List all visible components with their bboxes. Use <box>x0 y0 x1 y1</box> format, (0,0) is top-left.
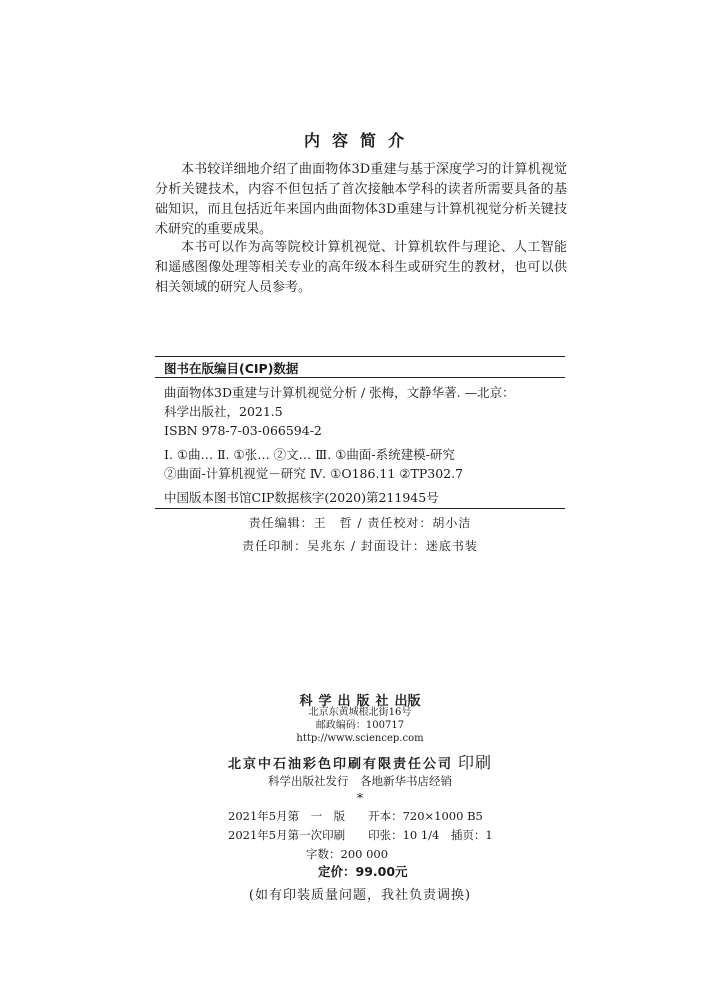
publisher-name: 科学出版社 <box>299 694 395 709</box>
cip-publisher-line: 科学出版社，2021.5 <box>164 404 283 419</box>
separator-star: * <box>357 791 363 805</box>
edition-line: 2021年5月第 一 版 开本：720×1000 B5 <box>228 809 483 823</box>
cip-classification-line-2: ②曲面-计算机视觉－研究 Ⅳ. ①O186.11 ②TP302.7 <box>164 466 464 481</box>
publisher-address: 北京东黄城根北街16号 <box>308 707 412 718</box>
cip-title-line: 曲面物体3D重建与计算机视觉分析 / 张梅，文静华著. —北京： <box>164 385 515 400</box>
cip-isbn: ISBN 978-7-03-066594-2 <box>164 423 322 438</box>
cip-heading-rule <box>155 377 565 378</box>
printer-suffix: 印刷 <box>458 753 493 772</box>
word-count: 字数：200 000 <box>306 847 389 861</box>
summary-paragraph-1: 本书较详细地介绍了曲面物体3D重建与基于深度学习的计算机视觉分析关键技术，内容不但包括了首次接触本学科的读者所需要具备的基础知识，而且包括近年来国内曲面物体3D重建与计算机视觉分析关键技术研究的重要成果。 <box>155 162 567 237</box>
cip-heading: 图书在版编目(CIP)数据 <box>164 361 299 376</box>
distribution-line: 科学出版社发行 各地新华书店经销 <box>268 774 452 788</box>
publisher-suffix: 出版 <box>394 694 421 709</box>
cip-bottom-rule <box>155 508 565 509</box>
publisher-website: http://www.sciencep.com <box>296 733 424 744</box>
cip-top-rule <box>155 356 565 357</box>
cip-classification-line-1: Ⅰ. ①曲… Ⅱ. ①张… ②文… Ⅲ. ①曲面-系统建模-研究 <box>164 447 455 462</box>
summary-title: 内容简介 <box>303 131 416 150</box>
printer-name: 北京中石油彩色印刷有限责任公司 <box>227 757 453 772</box>
printing-line: 2021年5月第一次印刷 印张：10 1/4 插页：1 <box>228 828 493 842</box>
summary-paragraph-2: 本书可以作为高等院校计算机视觉、计算机软件与理论、人工智能和遥感图像处理等相关专业的高年级本科生或研究生的教材，也可以供相关领域的研究人员参考。 <box>155 240 567 295</box>
credits-printing-line: 责任印制：吴兆东 / 封面设计：迷底书装 <box>242 539 478 553</box>
quality-note: (如有印装质量问题，我社负责调换) <box>248 888 472 903</box>
cip-record-number: 中国版本图书馆CIP数据核字(2020)第211945号 <box>164 490 439 505</box>
publisher-postcode: 邮政编码：100717 <box>315 720 405 731</box>
credits-editor-line: 责任编辑：王 哲 / 责任校对：胡小洁 <box>248 516 472 530</box>
printer-line <box>0 750 720 773</box>
price: 定价：99.00元 <box>318 864 408 879</box>
